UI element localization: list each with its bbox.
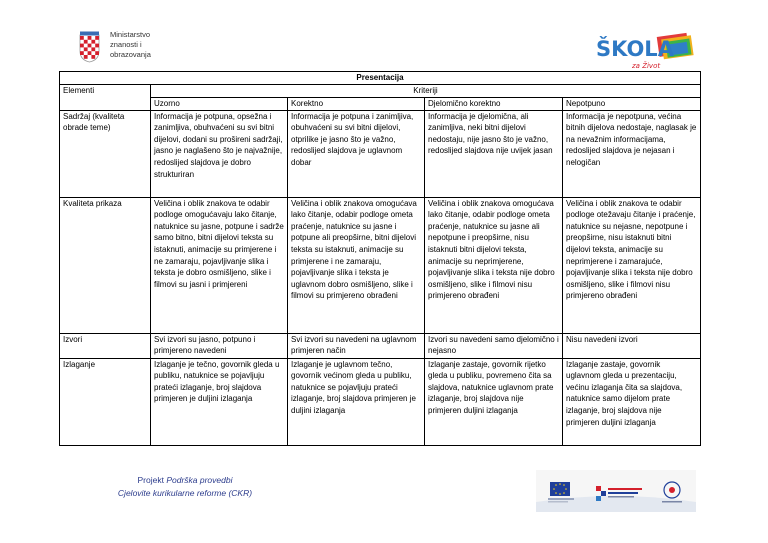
row-header-kvaliteta-prikaza: Kvaliteta prikaza [60, 197, 151, 333]
footer-line-1-prefix: Projekt [137, 475, 167, 485]
footer-line-1-italic: Podrška provedbi [166, 475, 233, 485]
eu-funding-logos [536, 470, 696, 512]
rubric-cell: Izlaganje zastaje, govornik rijetko gleda u publiku, povremeno čita sa slajdova, natuknice uglavnom prate izlaganje, broj slajdova nije primjeren duljini izlaganja [425, 358, 563, 445]
rubric-cell: Izlaganje je uglavnom tečno, govornik većinom gleda u publiku, natuknice se pojavljuju prateći izlaganje, broj slajdova primjeren je duljini izlaganja [288, 358, 425, 445]
project-footer-text [90, 474, 280, 500]
logo-subtitle: za Život [632, 62, 661, 70]
table-row [60, 197, 701, 333]
table-row [60, 110, 701, 197]
elements-header: Elementi [60, 85, 151, 111]
page-header [0, 0, 768, 72]
rubric-cell: Veličina i oblik znakova omogućava lako čitanje, odabir podloge ometa praćenje, natuknice su jasne i potpune ali preopširne, bitni dijelovi teksta su istaknuti, animacije su primjerene i ne zamaraju, pojavljivanje slika i teksta je uglavnom dobro osmišljeno, slike i filmovi su primjereno obrađeni [288, 197, 425, 333]
rubric-cell: Izlaganje je tečno, govornik gleda u publiku, natuknice se pojavljuju prateći izlaganje, broj slajdova primjeren je duljini izlaganja [151, 358, 288, 445]
column-header-uzorno: Uzorno [151, 98, 288, 111]
ministry-line-2: znanosti i [110, 40, 142, 49]
row-header-sadrzaj: Sadržaj (kvaliteta obrade teme) [60, 110, 151, 197]
rubric-cell: Svi izvori su navedeni na uglavnom primjeren način [288, 333, 425, 358]
column-header-nepotpuno: Nepotpuno [563, 98, 701, 111]
rubric-cell: Informacija je nepotpuna, većina bitnih dijelova nedostaje, naglasak je na nevažnim informacijama, redoslijed slajdova je nejasan i nelogičan [563, 110, 701, 197]
croatian-coat-of-arms-icon [78, 31, 101, 63]
rubric-cell: Veličina i oblik znakova te odabir podloge omogućavaju lako čitanje, natuknice su jasne, potpune i sadrže samo bitno, bitni dijelovi teksta su istaknuti, animacije su primjerene i ne zamaraju, pojavljivanje slika i teksta je dobro osmišljeno, slike i filmovi su jasni i primjereni [151, 197, 288, 333]
title-row [60, 72, 701, 85]
table-title: Presentacija [60, 72, 701, 85]
table-row [60, 333, 701, 358]
ministry-name [110, 30, 151, 60]
skola-za-zivot-logo [594, 31, 694, 71]
footer-line-2: Cjelovite kurikularne reforme (CKR) [117, 488, 253, 498]
criteria-row [60, 85, 701, 98]
rubric-cell: Veličina i oblik znakova omogućava lako čitanje, odabir podloge ometa praćenje, natuknice su jasne ali nepotpune i preopširne, nisu istaknuti bitni dijelovi teksta, animacije su neprimjerene, pojavljivanje slika i teksta nije dobro osmišljeno, slike i filmovi nisu primjereno obrađeni [425, 197, 563, 333]
criteria-header: Kriteriji [151, 85, 701, 98]
rubric-cell: Svi izvori su jasno, potpuno i primjereno navedeni [151, 333, 288, 358]
rubric-cell: Informacija je djelomična, ali zanimljiva, neki bitni dijelovi nedostaju, nije jasno što je važno, redoslijed slajdova nije uvijek jasan [425, 110, 563, 197]
column-header-row [60, 98, 701, 111]
rubric-cell: Izlaganje zastaje, govornik uglavnom gleda u prezentaciju, većinu izlaganja čita sa slajdova, natuknice samo dijelom prate izlaganje, broj slajdova nije primjeren duljini izlaganja [563, 358, 701, 445]
ministry-line-3: obrazovanja [110, 50, 151, 59]
table-row [60, 358, 701, 445]
rubric-cell: Informacija je potpuna, opsežna i zanimljiva, obuhvaćeni su svi bitni dijelovi, dodani su prošireni sadržaji, jasno je naglašeno što je najvažnije, redoslijed slajdova je dobro strukturiran [151, 110, 288, 197]
presentation-rubric-table [59, 71, 701, 446]
rubric-cell: Izvori su navedeni samo djelomično i nejasno [425, 333, 563, 358]
column-header-korektno: Korektno [288, 98, 425, 111]
rubric-cell: Informacija je potpuna i zanimljiva, obuhvaćeni su svi bitni dijelovi, otprilike je jasno što je važno, redoslijed slajdova je uglavnom dobar [288, 110, 425, 197]
footer-line-1 [90, 474, 280, 487]
rubric-cell: Nisu navedeni izvori [563, 333, 701, 358]
ministry-line-1: Ministarstvo [110, 30, 151, 39]
row-header-izlaganje: Izlaganje [60, 358, 151, 445]
logo-title: ŠKOLA [596, 37, 674, 61]
rubric-cell: Veličina i oblik znakova te odabir podloge otežavaju čitanje i praćenje, natuknice su nejasne, nepotpune i preopširne, nisu istaknuti bitni dijelovi teksta, animacije su neprimjerene i zamarajuće, pojavljivanje slika i teksta nije dobro osmišljeno, slike i filmovi nisu primjereno obrađeni [563, 197, 701, 333]
row-header-izvori: Izvori [60, 333, 151, 358]
column-header-djelomicno-korektno: Djelomično korektno [425, 98, 563, 111]
